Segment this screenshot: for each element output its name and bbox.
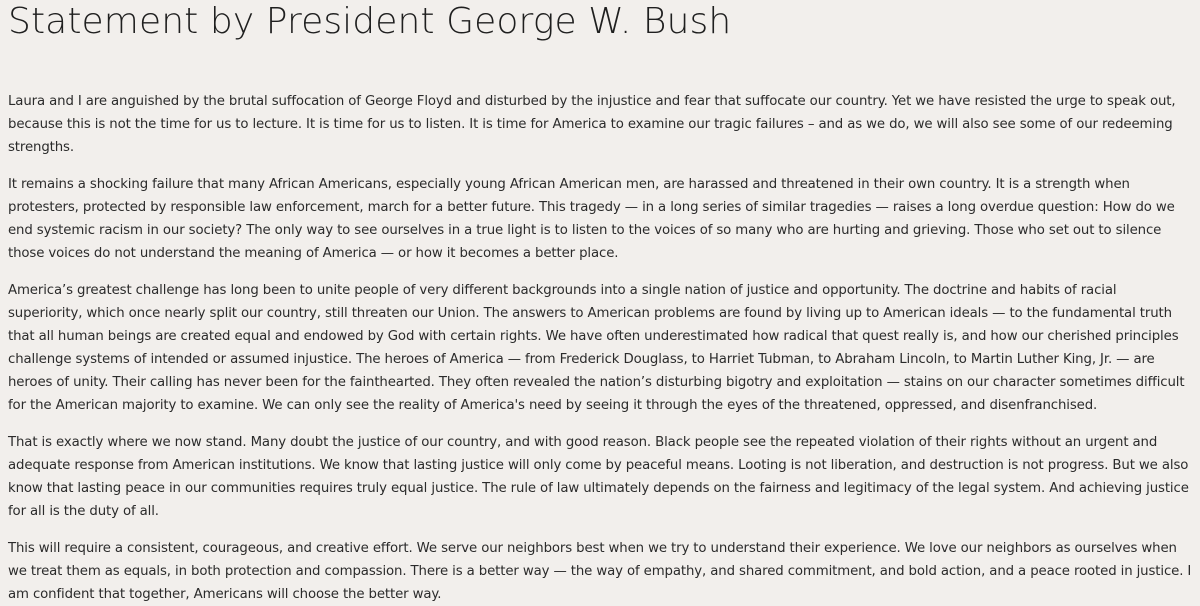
statement-paragraph: That is exactly where we now stand. Many doubt the justice of our country, and with good reason. Black people see the repeated violation of their rights without an urgent and adequate response from American institutions. We know that lasting justice will only come by peaceful means. Looting is not liberation, and destruction is not progress. But we also know that lasting peace in our communities requires truly equal justice. The rule of law ultimately depends on the fairness and legitimacy of the legal system. And achieving justice for all is the duty of all. — [8, 435, 1189, 519]
statement-paragraph: Laura and I are anguished by the brutal suffocation of George Floyd and disturbed by the injustice and fear that suffocate our country. Yet we have resisted the urge to speak out, because this is not the time for us to lecture. It is time for us to listen. It is time for America to examine our tragic failures – and as we do, we will also see some of our redeeming strengths. — [8, 94, 1176, 155]
statement-paragraph: America’s greatest challenge has long been to unite people of very different backgrounds into a single nation of justice and opportunity. The doctrine and habits of racial superiority, which once nearly split our country, still threaten our Union. The answers to American problems are found by living up to American ideals — to the fundamental truth that all human beings are created equal and endowed by God with certain rights. We have often underestimated how radical that quest really is, and how our cherished principles challenge systems of intended or assumed injustice. The heroes of America — from Frederick Douglass, to Harriet Tubman, to Abraham Lincoln, to Martin Luther King, Jr. — are heroes of unity. Their calling has never been for the fainthearted. They often revealed the nation’s disturbing bigotry and exploitation — stains on our character sometimes difficult for the American majority to examine. We can only see the reality of America's need by seeing it through the eyes of the threatened, oppressed, and disenfranchised. — [8, 283, 1185, 413]
statement-paragraph: It remains a shocking failure that many African Americans, especially young African American men, are harassed and threatened in their own country. It is a strength when protesters, protected by responsible law enforcement, march for a better future. This tragedy — in a long series of similar tragedies — raises a long overdue question: How do we end systemic racism in our society? The only way to see ourselves in a true light is to listen to the voices of so many who are hurting and grieving. Those who set out to silence those voices do not understand the meaning of America — or how it becomes a better place. — [8, 177, 1175, 261]
statement-body — [8, 90, 1192, 606]
statement-paragraph: This will require a consistent, courageous, and creative effort. We serve our neighbors best when we try to understand their experience. We love our neighbors as ourselves when we treat them as equals, in both protection and compassion. There is a better way — the way of empathy, and shared commitment, and bold action, and a peace rooted in justice. I am confident that together, Americans will choose the better way. — [8, 541, 1192, 602]
page-title: Statement by President George W. Bush — [8, 1, 732, 42]
